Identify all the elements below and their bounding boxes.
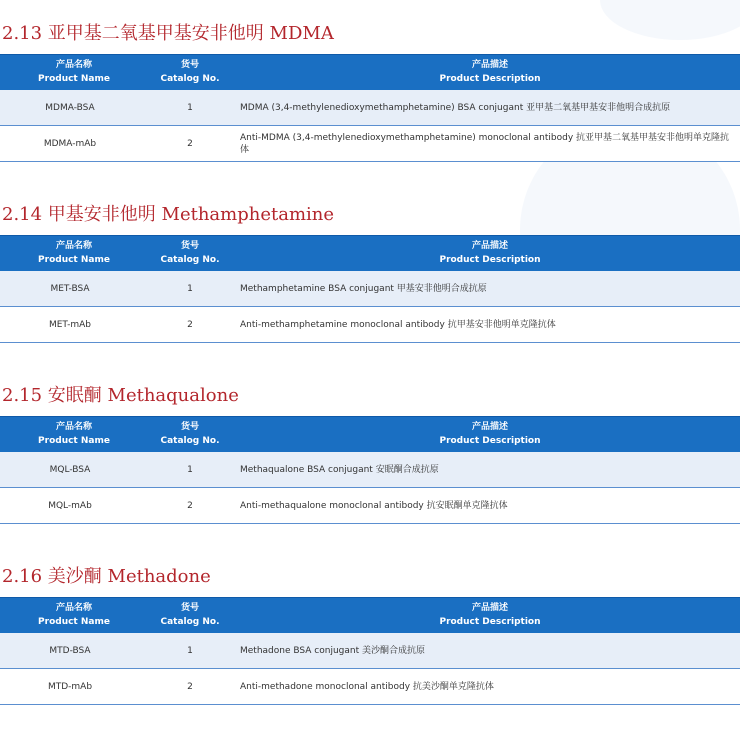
- header-product-description: 产品描述 Product Description: [439, 422, 541, 446]
- table-row: [0, 126, 740, 162]
- header-product-name: 产品名称 Product Name: [38, 60, 110, 84]
- description-cell: Methadone BSA conjugant 美沙酮合成抗原: [240, 645, 425, 656]
- table-row: [0, 669, 740, 705]
- catalog-no-cell: 1: [187, 102, 193, 113]
- header-catalog-no: 货号 Catalog No.: [160, 241, 220, 265]
- catalog-no-cell: 2: [187, 681, 193, 692]
- section-title: 2.13 亚甲基二氧基甲基安非他明 MDMA: [2, 23, 334, 44]
- header-product-description: 产品描述 Product Description: [439, 603, 541, 627]
- product-name-cell: MQL-BSA: [49, 464, 91, 475]
- catalog-no-cell: 1: [187, 464, 193, 475]
- section-title: 2.16 美沙酮 Methadone: [2, 566, 211, 587]
- table-header: [0, 597, 740, 633]
- description-cell: Methamphetamine BSA conjugant 甲基安非他明合成抗原: [240, 283, 487, 294]
- product-name-cell: MTD-BSA: [49, 645, 91, 656]
- table-row: [0, 307, 740, 343]
- product-name-cell: MET-mAb: [48, 319, 91, 330]
- catalog-no-cell: 1: [187, 283, 193, 294]
- background-decoration: [600, 0, 740, 40]
- header-product-name: 产品名称 Product Name: [38, 603, 110, 627]
- table-header: [0, 235, 740, 271]
- header-product-description: 产品描述 Product Description: [439, 60, 541, 84]
- description-cell: Anti-methamphetamine monoclonal antibody 抗甲基安非他明单克隆抗体: [240, 319, 556, 330]
- catalog-no-cell: 1: [187, 645, 193, 656]
- product-table: [0, 597, 740, 705]
- catalog-no-cell: 2: [187, 138, 193, 149]
- description-cell: Anti-methaqualone monoclonal antibody 抗安眠酮单克隆抗体: [240, 500, 508, 511]
- product-table: [0, 54, 740, 162]
- table-header: [0, 416, 740, 452]
- header-product-name: 产品名称 Product Name: [38, 422, 110, 446]
- description-cell: Anti-MDMA (3,4-methylenedioxymethamphetamine) monoclonal antibody 抗亚甲基二氧基甲基安非他明单克隆抗体: [240, 132, 730, 155]
- catalog-no-cell: 2: [187, 500, 193, 511]
- product-name-cell: MET-BSA: [50, 283, 90, 294]
- section-title: 2.14 甲基安非他明 Methamphetamine: [2, 204, 335, 225]
- header-catalog-no: 货号 Catalog No.: [160, 603, 220, 627]
- product-table: [0, 235, 740, 343]
- product-name-cell: MTD-mAb: [47, 681, 93, 692]
- description-cell: Methaqualone BSA conjugant 安眠酮合成抗原: [240, 464, 439, 475]
- description-cell: Anti-methadone monoclonal antibody 抗美沙酮单克隆抗体: [240, 681, 494, 692]
- table-header: [0, 54, 740, 90]
- catalog-no-cell: 2: [187, 319, 193, 330]
- product-table: [0, 416, 740, 524]
- table-row: [0, 633, 740, 669]
- product-name-cell: MQL-mAb: [48, 500, 92, 511]
- table-row: [0, 452, 740, 488]
- header-catalog-no: 货号 Catalog No.: [160, 60, 220, 84]
- description-cell: MDMA (3,4-methylenedioxymethamphetamine) BSA conjugant 亚甲基二氧基甲基安非他明合成抗原: [240, 102, 671, 113]
- header-product-description: 产品描述 Product Description: [439, 241, 541, 265]
- section-title: 2.15 安眠酮 Methaqualone: [2, 385, 239, 406]
- table-row: [0, 488, 740, 524]
- product-name-cell: MDMA-mAb: [43, 138, 97, 149]
- header-catalog-no: 货号 Catalog No.: [160, 422, 220, 446]
- table-row: [0, 90, 740, 126]
- table-row: [0, 271, 740, 307]
- product-name-cell: MDMA-BSA: [45, 102, 95, 113]
- header-product-name: 产品名称 Product Name: [38, 241, 110, 265]
